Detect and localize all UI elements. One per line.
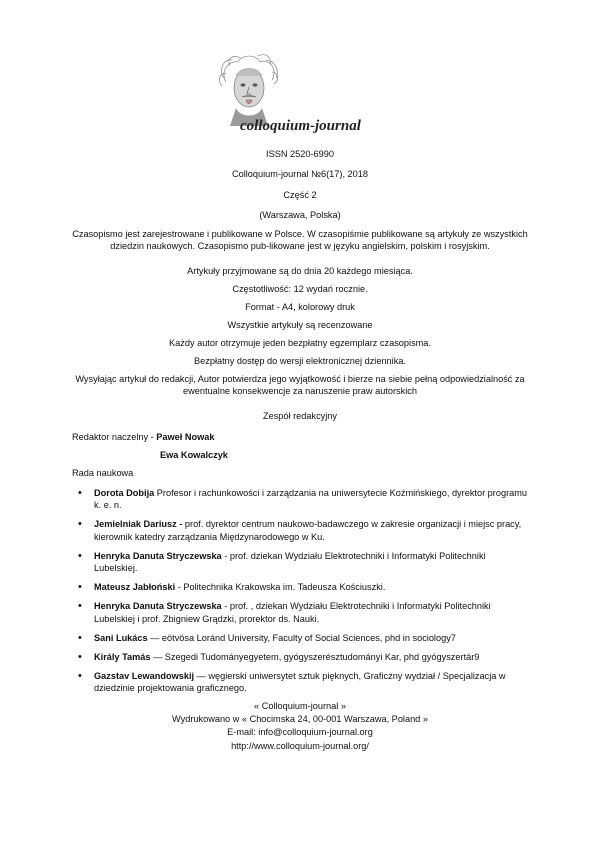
board-member: • Dorota Dobija Profesor i rachunkowości i zarządzania na uniwersytecie Koźmińskiego, dyrektor programu k. e. n. [72, 487, 528, 512]
format-text: Format - A4, kolorowy druk [245, 302, 355, 312]
publication-place: (Warszawa, Polska) [259, 210, 341, 220]
board-member: • Mateusz Jabłoński - Politechnika Krakowska im. Tadeusza Kościuszki. [72, 581, 528, 593]
free-access-text: Bezpłatny dostęp do wersji elektronicznej dziennika. [194, 356, 406, 366]
registration-text: Czasopismo jest zarejestrowane i publikowane w Polsce. W czasopiśmie publikowane są artykuły ze wszystkich dziedzin naukowych. Czasopismo pub-likowane jest w języku angielskim, polskim i rosyjskim. [72, 229, 528, 252]
issn: ISSN 2520-6990 [266, 149, 334, 159]
publisher-footer [60, 700, 540, 753]
board-member: • Henryka Danuta Stryczewska - prof. dziekan Wydziału Elektrotechniki i Informatyki Politechniki Lubelskiej. [72, 550, 528, 575]
footer-website-link[interactable]: http://www.colloquium-journal.org/ [231, 740, 369, 751]
second-editor-name: Ewa Kowalczyk [160, 450, 228, 460]
part-number: Część 2 [283, 190, 317, 200]
chief-editor-name: Paweł Nowak [156, 432, 215, 442]
responsibility-text: Wysyłając artykuł do redakcji, Autor potwierdza jego wyjątkowość i bierze na siebie pełną odpowiedzialność za ewentualne konsekwencje za naruszenie praw autorskich [75, 374, 525, 397]
board-member: • Henryka Danuta Stryczewska - prof. , dziekan Wydziału Elektrotechniki i Informatyki Politechniki Lubelskiej i prof. Zbigniew Grądzki, prorektor ds. Nauki. [72, 600, 528, 625]
issue-number: Colloquium-journal №6(17), 2018 [231, 169, 368, 179]
board-member: • Jemielniak Dariusz - prof. dyrektor centrum naukowo-badawczego w zakresie organizacji i miejsc pracy, kierownik katedry zarządzania Międzynarodowego w Ku. [72, 518, 528, 543]
chief-editor [72, 431, 214, 443]
review-text: Wszystkie artykuły są recenzowane [227, 320, 373, 330]
deadline-text: Artykuły przyjmowane są do dnia 20 każdego miesiąca. [187, 266, 413, 276]
board-label: Rada naukowa [72, 468, 134, 478]
logo-text: colloquium-journal [240, 118, 361, 134]
journal-logo [210, 52, 400, 132]
footer-email[interactable]: E-mail: info@colloquium-journal.org [227, 727, 373, 738]
scientific-board-list [72, 487, 528, 701]
frequency-text: Częstotliwość: 12 wydań rocznie. [232, 284, 368, 294]
footer-journal-name: « Colloquium-journal » [254, 701, 346, 711]
second-editor [160, 449, 228, 461]
free-copy-text: Każdy autor otrzymuje jeden bezpłatny egzemplarz czasopisma. [169, 338, 431, 348]
portrait-logo-icon [218, 52, 280, 126]
chief-editor-label: Redaktor naczelny - [72, 432, 157, 442]
editorial-heading: Zespół redakcyjny [262, 411, 338, 421]
footer-address: Wydrukowano w « Chocimska 24, 00-001 Warszawa, Poland » [172, 714, 428, 725]
board-member: • Király Tamás — Szegedi Tudományegyetem, gyógyszerésztudományi Kar, phd gyógyszertár9 [72, 651, 528, 663]
board-member: • Sani Lukács — eötvösa Loránd University, Faculty of Social Sciences, phd in sociology7 [72, 632, 528, 644]
board-member: • Gazstav Lewandowskij — węgierski uniwersytet sztuk pięknych, Graficzny wydział / Specjalizacja w dziedzinie projektowania graficznego. [72, 670, 528, 695]
